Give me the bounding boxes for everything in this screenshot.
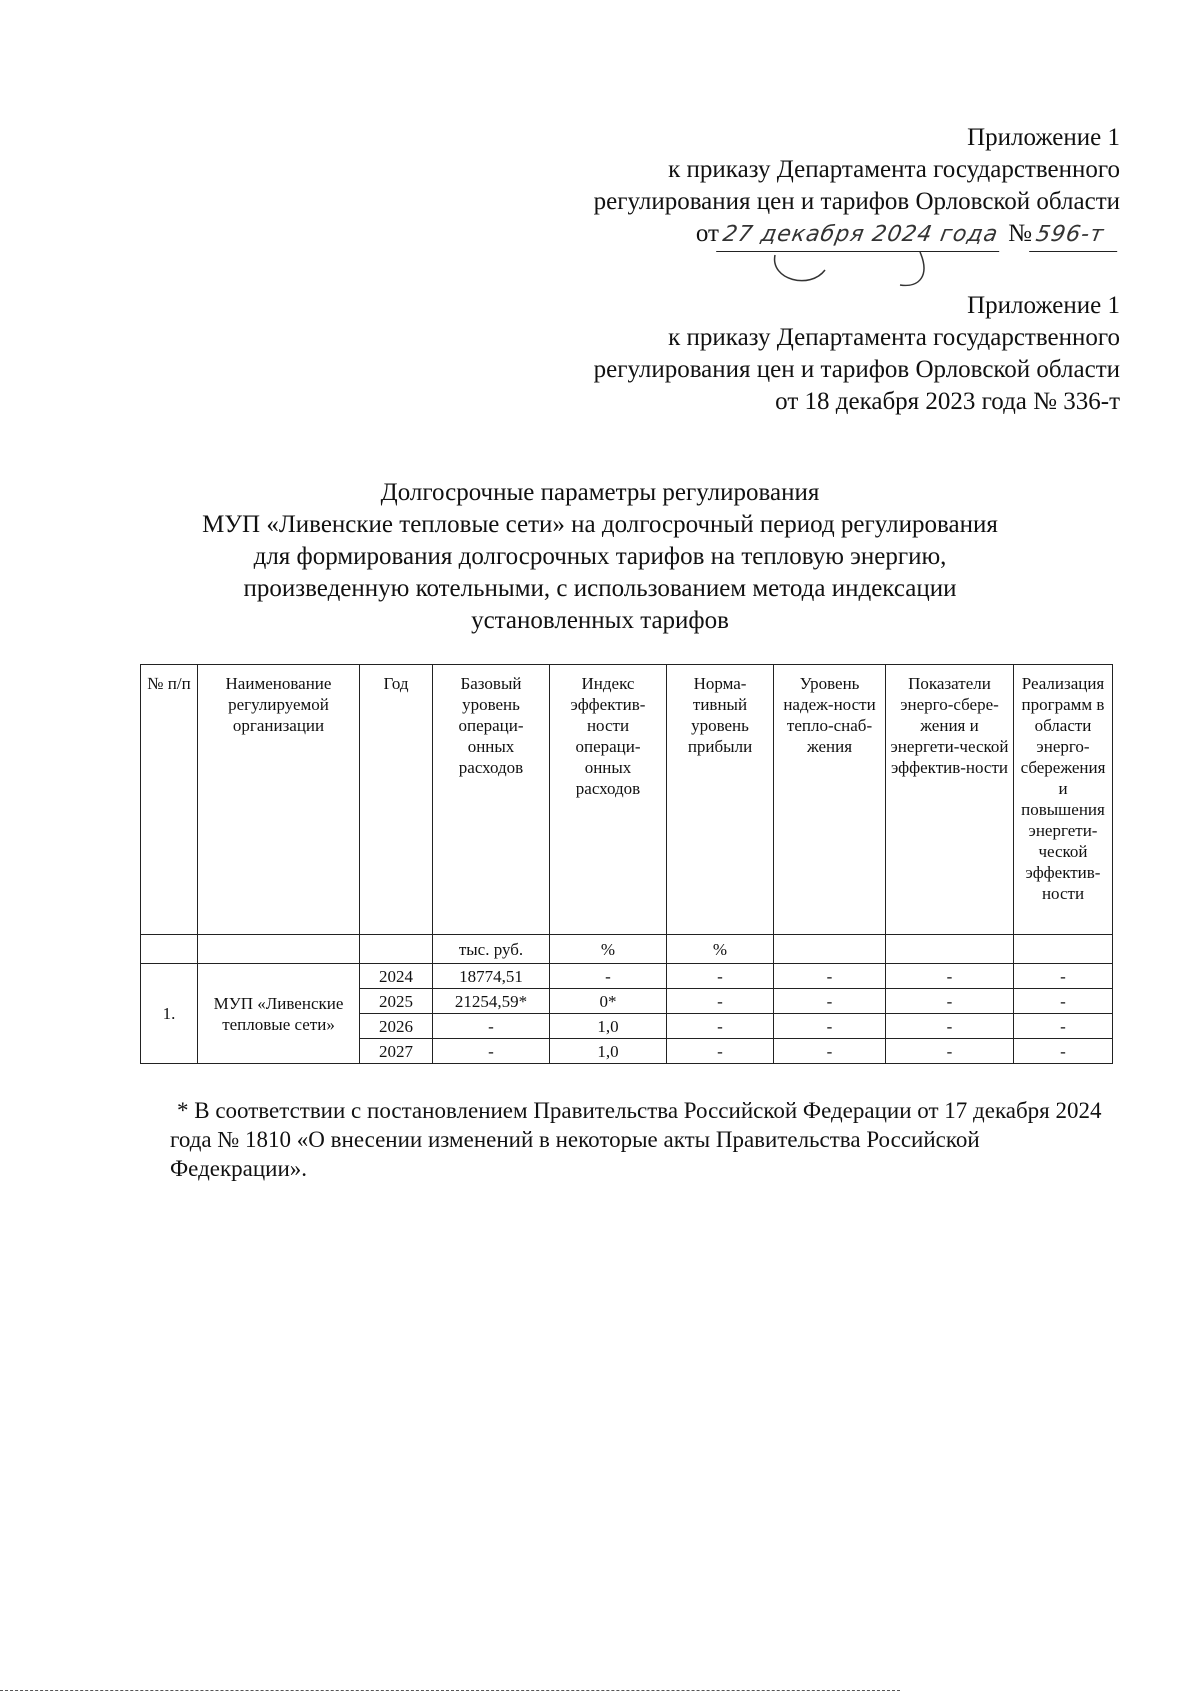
unit-cell: % <box>550 935 667 964</box>
footnote: * В соответствии с постановлением Правительства Российской Федерации от 17 декабря 2024 года № 1810 «О внесении изменений в некоторые акты Правительства Российской Федекрации». <box>170 1098 1102 1181</box>
document-title <box>100 477 1100 637</box>
appendix-department-line: регулирования цен и тарифов Орловской области <box>593 356 1120 383</box>
scan-edge-divider <box>0 1690 900 1692</box>
unit-cell <box>774 935 886 964</box>
year-cell: 2024 <box>360 964 433 989</box>
profit-level-cell: - <box>667 989 774 1014</box>
header-cell-profit-level: Норма-тивный уровень прибыли <box>667 665 774 935</box>
programs-cell: - <box>1014 1039 1113 1064</box>
energy-saving-cell: - <box>886 1039 1014 1064</box>
table-units-row <box>141 935 1113 964</box>
title-line: Долгосрочные параметры регулирования <box>380 479 820 506</box>
header-cell-programs: Реализация программ в области энерго-сбережения и повышения энергети-ческой эффектив-ности <box>1014 665 1113 935</box>
handwritten-number: 596-т <box>1029 219 1123 252</box>
profit-level-cell: - <box>667 1014 774 1039</box>
table-row <box>141 964 1113 989</box>
reliability-cell: - <box>774 1039 886 1064</box>
header-cell-reliability: Уровень надеж-ности тепло-снаб-жения <box>774 665 886 935</box>
organization-cell: МУП «Ливенские тепловые сети» <box>198 964 360 1064</box>
appendix-order-line: к приказу Департамента государственного <box>668 156 1120 183</box>
efficiency-index-cell: 0* <box>550 989 667 1014</box>
base-costs-cell: 18774,51 <box>433 964 550 989</box>
base-costs-cell: - <box>433 1039 550 1064</box>
handwriting-flourish-icon <box>770 250 930 290</box>
regulation-parameters-table <box>140 664 1113 1064</box>
profit-level-cell: - <box>667 964 774 989</box>
header-cell-year: Год <box>360 665 433 935</box>
efficiency-index-cell: 1,0 <box>550 1014 667 1039</box>
number-prefix: № <box>1008 220 1032 247</box>
unit-cell <box>198 935 360 964</box>
header-cell-organization: Наименование регулируемой организации <box>198 665 360 935</box>
reliability-cell: - <box>774 1014 886 1039</box>
appendix-header-previous <box>420 290 1120 418</box>
appendix-date-line: от 18 декабря 2023 года № 336-т <box>775 388 1120 415</box>
unit-cell <box>360 935 433 964</box>
energy-saving-cell: - <box>886 989 1014 1014</box>
programs-cell: - <box>1014 989 1113 1014</box>
appendix-order-line: к приказу Департамента государственного <box>668 324 1120 351</box>
unit-cell: тыс. руб. <box>433 935 550 964</box>
year-cell: 2026 <box>360 1014 433 1039</box>
date-prefix: от <box>695 220 719 247</box>
efficiency-index-cell: 1,0 <box>550 1039 667 1064</box>
title-line: для формирования долгосрочных тарифов на тепловую энергию, <box>253 543 947 570</box>
reliability-cell: - <box>774 989 886 1014</box>
header-cell-number: № п/п <box>141 665 198 935</box>
title-line: МУП «Ливенские тепловые сети» на долгосрочный период регулирования <box>202 511 998 538</box>
profit-level-cell: - <box>667 1039 774 1064</box>
appendix-department-line: регулирования цен и тарифов Орловской области <box>593 188 1120 215</box>
title-line: произведенную котельными, с использованием метода индексации <box>243 575 957 602</box>
appendix-label: Приложение 1 <box>967 292 1120 319</box>
appendix-header-current <box>420 122 1120 252</box>
base-costs-cell: 21254,59* <box>433 989 550 1014</box>
unit-cell <box>1014 935 1113 964</box>
unit-cell: % <box>667 935 774 964</box>
header-cell-base-costs: Базовый уровень операци-онных расходов <box>433 665 550 935</box>
appendix-label: Приложение 1 <box>967 124 1120 151</box>
unit-cell <box>886 935 1014 964</box>
reliability-cell: - <box>774 964 886 989</box>
programs-cell: - <box>1014 964 1113 989</box>
energy-saving-cell: - <box>886 1014 1014 1039</box>
year-cell: 2027 <box>360 1039 433 1064</box>
header-cell-efficiency-index: Индекс эффектив-ности операци-онных расходов <box>550 665 667 935</box>
programs-cell: - <box>1014 1014 1113 1039</box>
base-costs-cell: - <box>433 1014 550 1039</box>
table-header-row <box>141 665 1113 935</box>
energy-saving-cell: - <box>886 964 1014 989</box>
appendix-date-line <box>420 218 1120 252</box>
row-number-cell: 1. <box>141 964 198 1064</box>
header-cell-energy-saving: Показатели энерго-сбере-жения и энергети-ческой эффектив-ности <box>886 665 1014 935</box>
year-cell: 2025 <box>360 989 433 1014</box>
title-line: установленных тарифов <box>471 607 729 634</box>
efficiency-index-cell: - <box>550 964 667 989</box>
handwritten-date: 27 декабря 2024 года <box>716 219 1005 252</box>
unit-cell <box>141 935 198 964</box>
